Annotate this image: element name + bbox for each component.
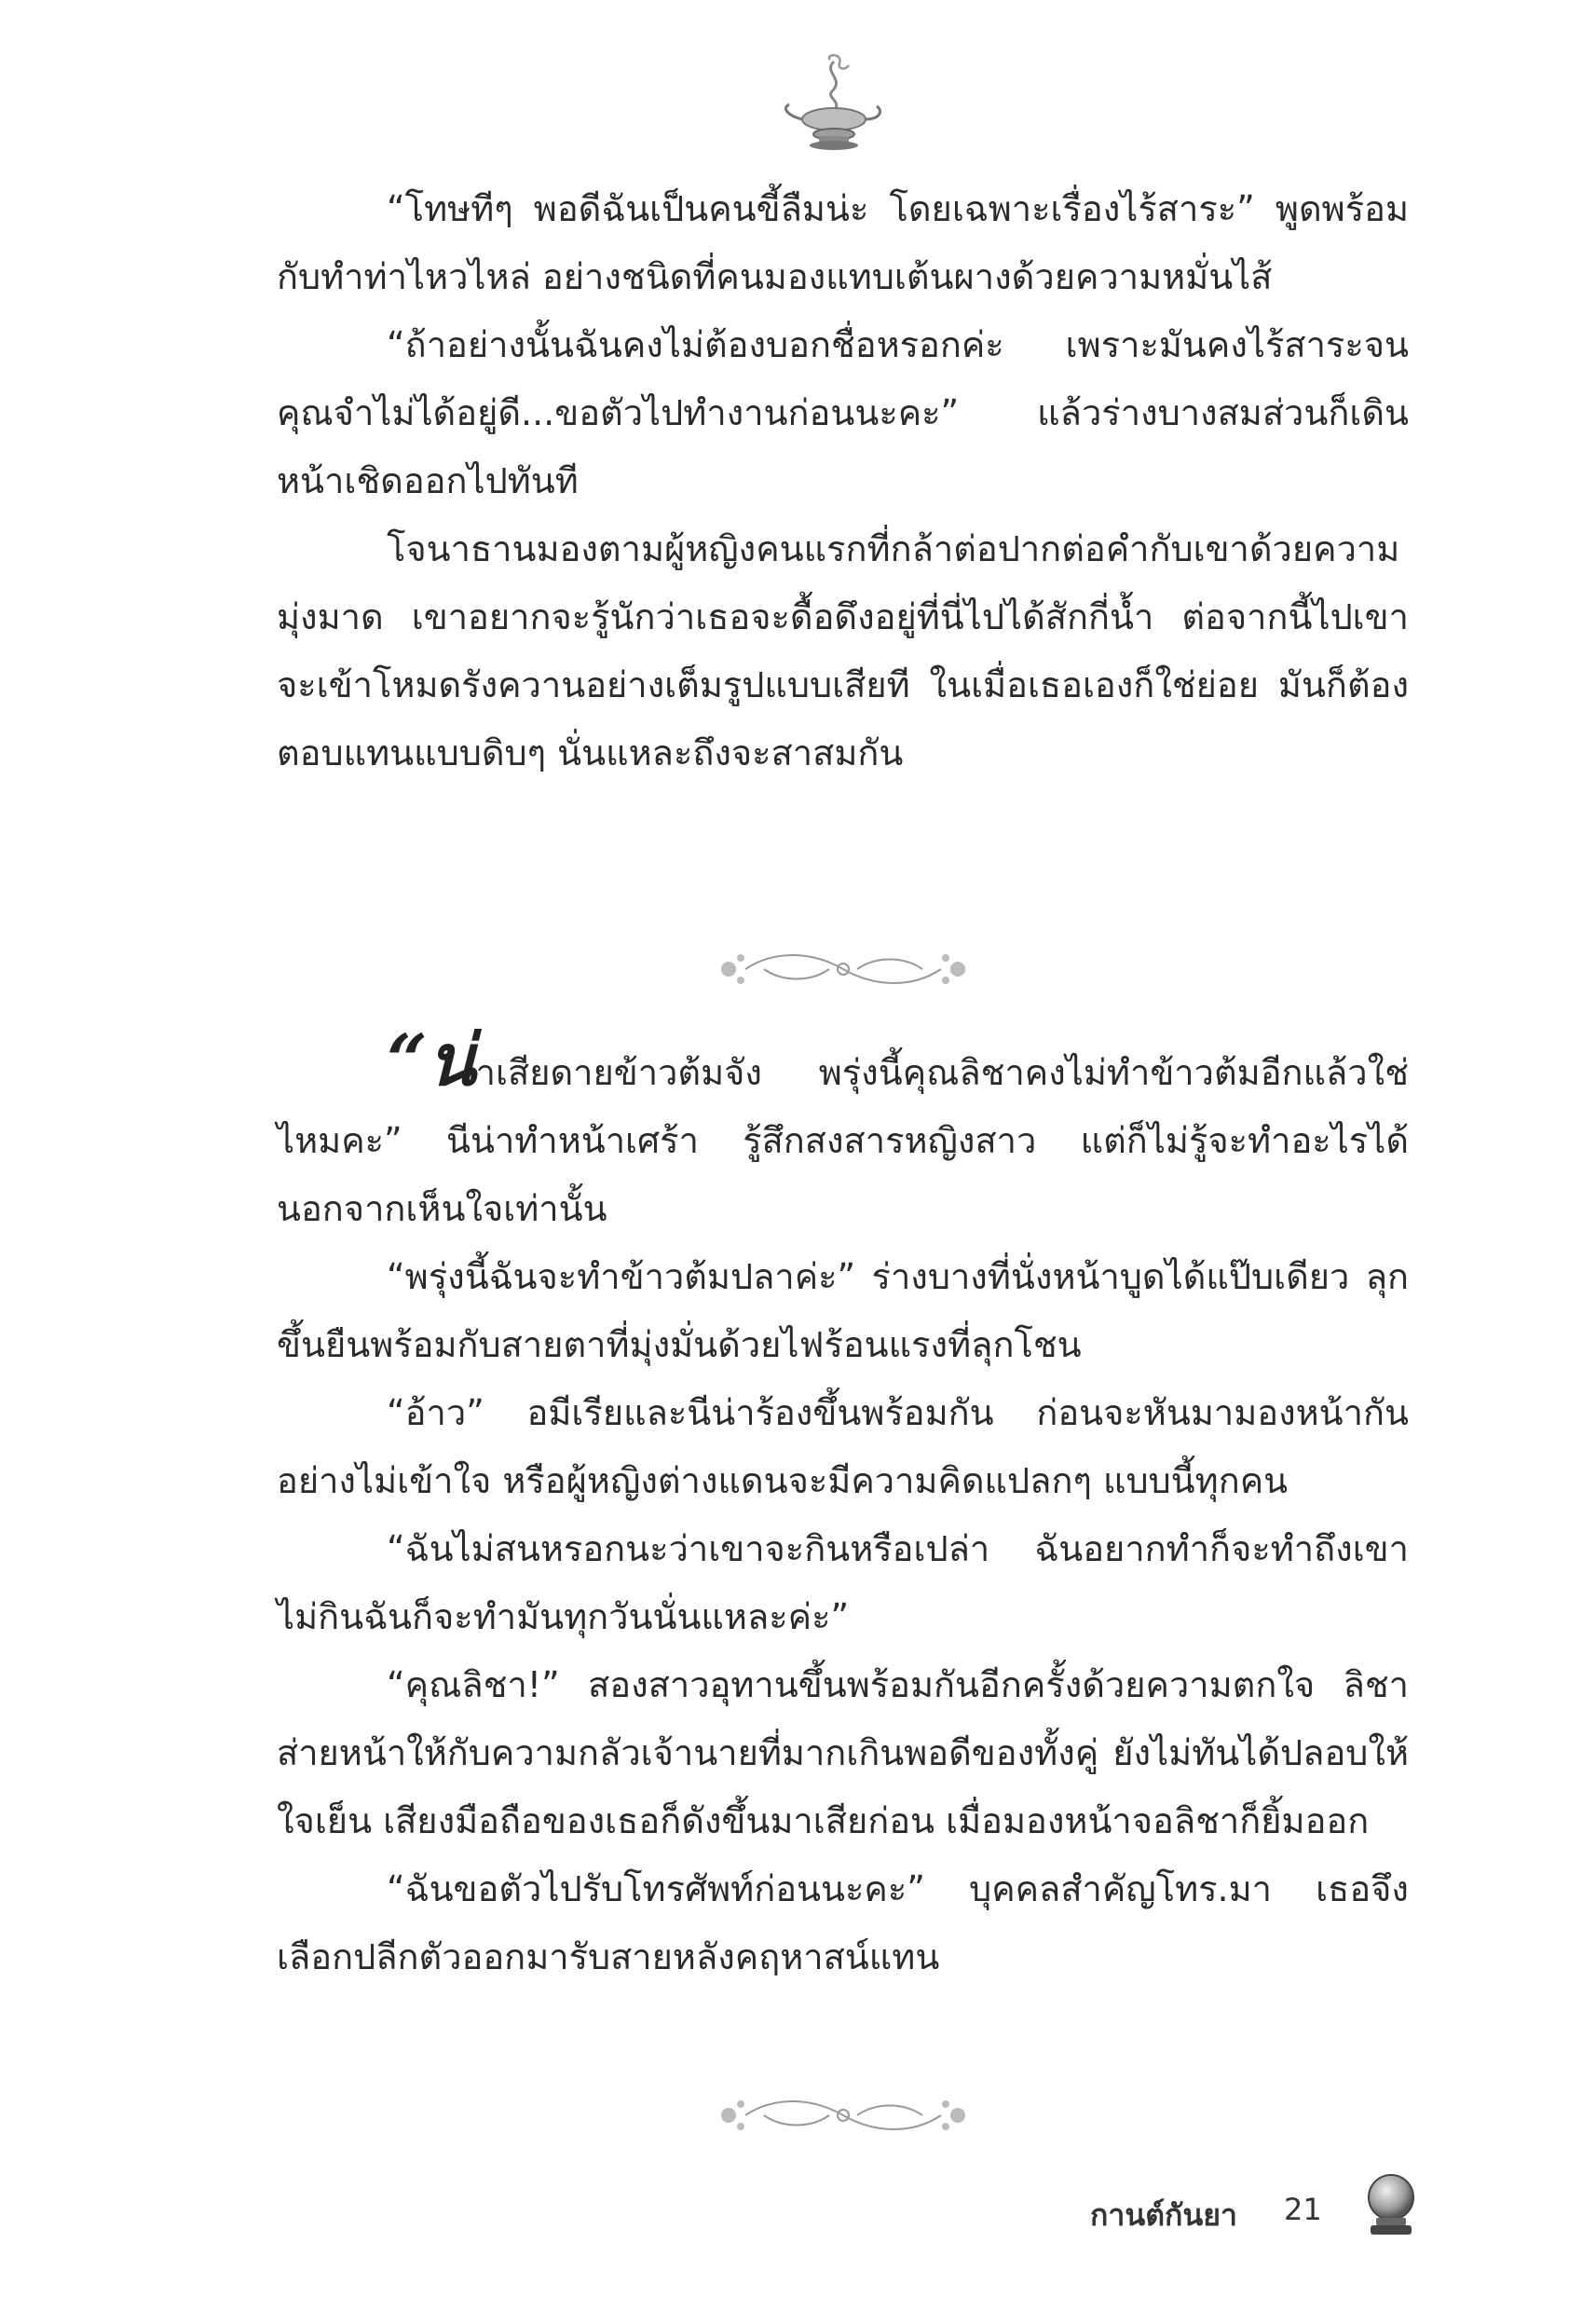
text-block-2 (277, 1019, 1409, 1991)
paragraph-first (277, 1019, 1409, 1243)
drop-cap: “น่ (387, 1019, 476, 1101)
paragraph: “คุณลิชา!” สองสาวอุทานขึ้นพร้อมกันอีกครั้งด้วยความตกใจ ลิชาส่ายหน้าให้กับความกลัวเจ้านายที่มากเกินพอดีของทั้งคู่ ยังไม่ทันได้ปลอบให้ใจเย็น เสียงมือถือของเธอก็ดังขึ้นมาเสียก่อน เมื่อมองหน้าจอลิชาก็ยิ้มออก (277, 1664, 1409, 1841)
paragraph: โจนาธานมองตามผู้หญิงคนแรกที่กล้าต่อปากต่อคำกับเขาด้วยความมุ่งมาด เขาอยากจะรู้นักว่าเธอจะดื้อดึงอยู่ที่นี่ไปได้สักกี่น้ำ ต่อจากนี้ไปเขาจะเข้าโหมดรังควานอย่างเต็มรูปแบบเสียที ในเมื่อเธอเองก็ใช่ย่อย มันก็ต้องตอบแทนแบบดิบๆ นั่นแหละถึงจะสาสมกัน (277, 528, 1409, 773)
paragraph: “พรุ่งนี้ฉันจะทำข้าวต้มปลาค่ะ” ร่างบางที่นั่งหน้าบูดได้แป๊บเดียว ลุกขึ้นยืนพร้อมกับสายตาที่มุ่งมั่นด้วยไฟร้อนแรงที่ลุกโชน (277, 1256, 1409, 1365)
paragraph: “โทษทีๆ พอดีฉันเป็นคนขี้ลืมน่ะ โดยเฉพาะเรื่องไร้สาระ” พูดพร้อมกับทำท่าไหวไหล่ อย่างชนิดที่คนมองแทบเต้นผางด้วยความหมั่นไส้ (277, 188, 1409, 297)
paragraph: “อ้าว” อมีเรียและนีน่าร้องขึ้นพร้อมกัน ก่อนจะหันมามองหน้ากันอย่างไม่เข้าใจ หรือผู้หญิงต่างแดนจะมีความคิดแปลกๆ แบบนี้ทุกคน (277, 1392, 1409, 1501)
footer-book-title: กานต์กันยา (1090, 2197, 1237, 2233)
floral-divider-icon (708, 941, 978, 997)
paragraph: “ถ้าอย่างนั้นฉันคงไม่ต้องบอกชื่อหรอกค่ะ เพราะมันคงไร้สาระจนคุณจำไม่ได้อยู่ดี...ขอตัวไปทำงานก่อนนะคะ” แล้วร่างบางสมส่วนก็เดินหน้าเชิดออกไปทันที (277, 324, 1409, 501)
paragraph: “ฉันไม่สนหรอกนะว่าเขาจะกินหรือเปล่า ฉันอยากทำก็จะทำถึงเขาไม่กินฉันก็จะทำมันทุกวันนั่นแหละค่ะ” (277, 1528, 1409, 1637)
genie-lamp-icon (778, 54, 890, 157)
page-number: 21 (1284, 2192, 1322, 2227)
paragraph: “ฉันขอตัวไปรับโทรศัพท์ก่อนนะคะ” บุคคลสำคัญโทร.มา เธอจึงเลือกปลีกตัวออกมารับสายหลังคฤหาสน์แทน (277, 1868, 1409, 1977)
crystal-ball-icon (1363, 2171, 1419, 2238)
paragraph-first-rest: าเสียดายข้าวต้มจัง พรุ่งนี้คุณลิชาคงไม่ทำข้าวต้มอีกแล้วใช่ไหมคะ” นีน่าทำหน้าเศร้า รู้สึกสงสารหญิงสาว แต่ก็ไม่รู้จะทำอะไรได้นอกจากเห็นใจเท่านั้น (277, 1052, 1409, 1229)
floral-divider-icon (708, 2087, 978, 2143)
text-block-1 (277, 175, 1409, 787)
